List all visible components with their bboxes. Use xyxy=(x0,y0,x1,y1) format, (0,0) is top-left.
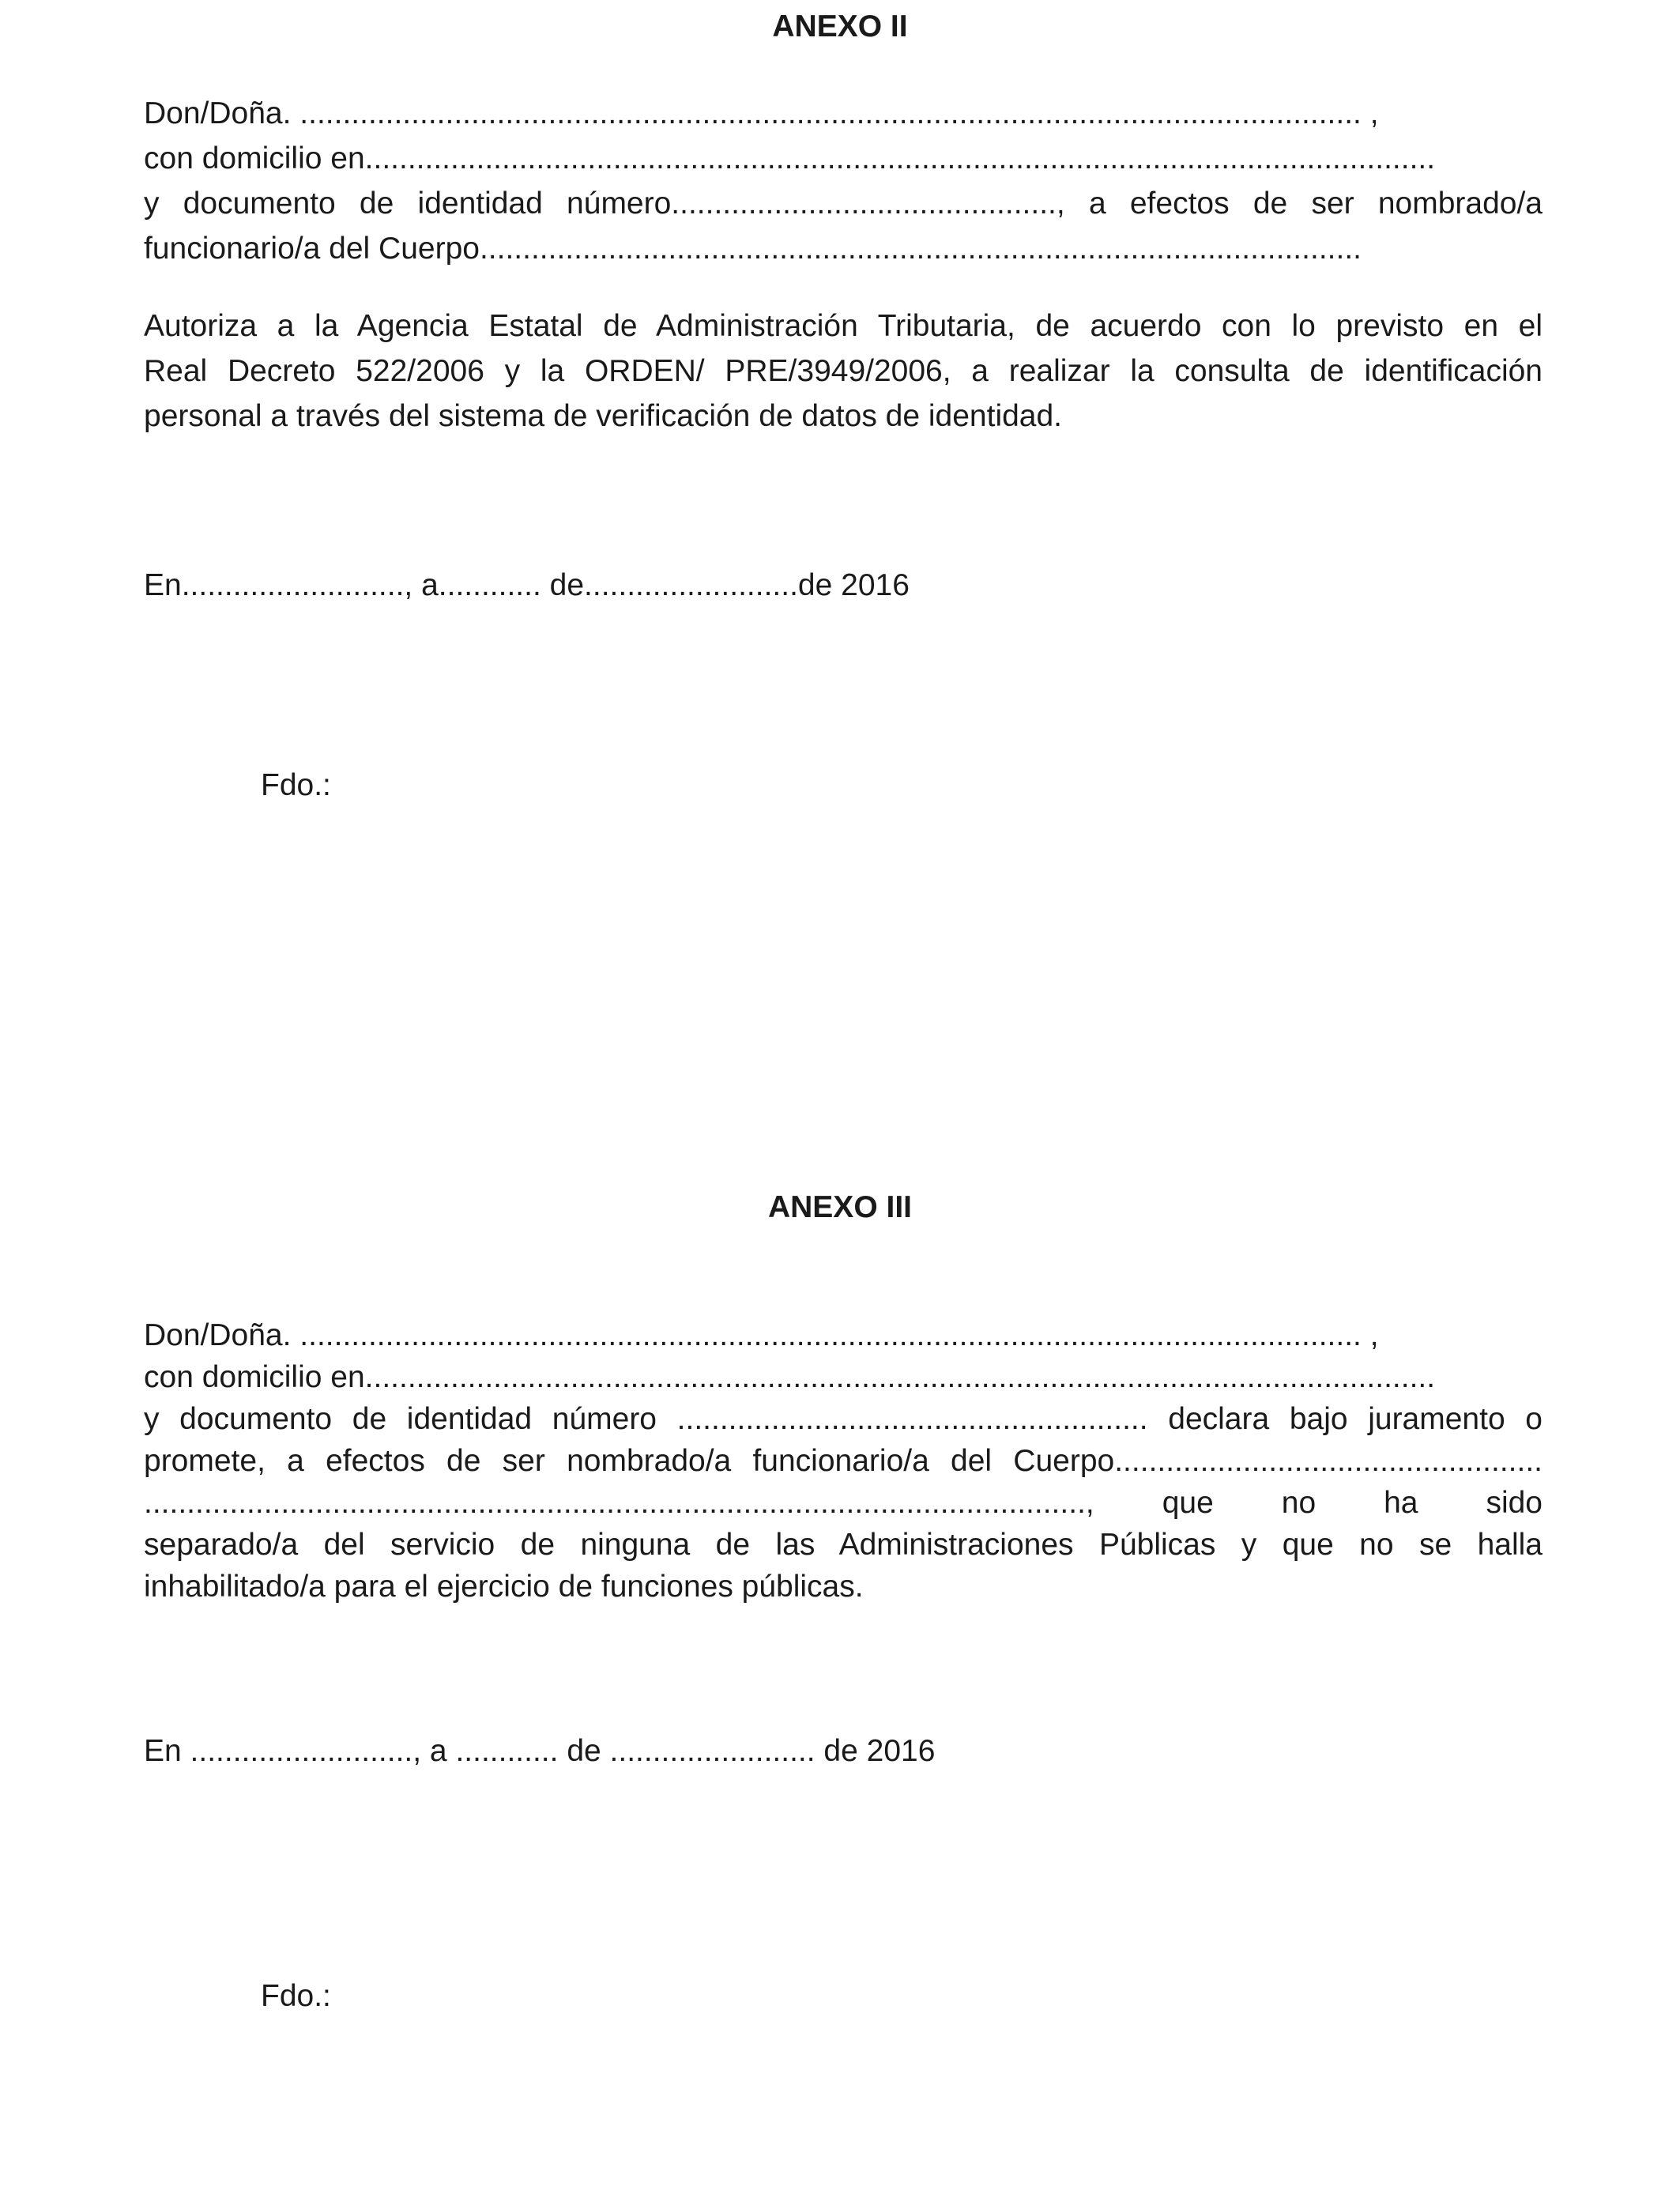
anexo-ii-date-line: En.........................., a............ de.........................de 2016 xyxy=(144,568,910,602)
anexo-ii-signature-label: Fdo.: xyxy=(261,768,331,802)
anexo-ii-address-line: con domicilio en............................................................................................................................. xyxy=(144,141,1436,175)
anexo-iii-continuation-line: .............................................................................................................., que no ha sido xyxy=(144,1486,1543,1520)
anexo-ii-paragraph-line: personal a través del sistema de verificación de datos de identidad. xyxy=(144,399,1063,433)
anexo-ii-cuerpo-line: funcionario/a del Cuerpo....................................................................................................... xyxy=(144,232,1362,266)
anexo-iii-name-line: Don/Doña. ............................................................................................................................ , xyxy=(144,1318,1379,1352)
anexo-iii-declaration-line: inhabilitado/a para el ejercicio de funciones públicas. xyxy=(144,1570,864,1604)
anexo-iii-declaration-line: separado/a del servicio de ninguna de las Administraciones Públicas y que no se halla xyxy=(144,1528,1543,1562)
anexo-ii-paragraph-line: Real Decreto 522/2006 y la ORDEN/ PRE/3949/2006, a realizar la consulta de identificación xyxy=(144,354,1543,388)
anexo-iii-address-line: con domicilio en............................................................................................................................. xyxy=(144,1360,1436,1394)
anexo-iii-title: ANEXO III xyxy=(767,1190,913,1224)
anexo-ii-title: ANEXO II xyxy=(772,9,908,43)
anexo-iii-signature-label: Fdo.: xyxy=(261,1979,331,2013)
anexo-iii-date-line: En .........................., a ............ de ........................ de 2016 xyxy=(144,1734,936,1768)
anexo-iii-id-line: y documento de identidad número ....................................................... declara bajo juramento o xyxy=(144,1402,1543,1436)
anexo-iii-cuerpo-line: promete, a efectos de ser nombrado/a funcionario/a del Cuerpo.................................................. xyxy=(144,1444,1543,1478)
anexo-ii-paragraph-line: Autoriza a la Agencia Estatal de Administración Tributaria, de acuerdo con lo previsto en el xyxy=(144,309,1543,343)
anexo-ii-id-line: y documento de identidad número............................................., a efectos de ser nombrado/a xyxy=(144,187,1543,221)
anexo-ii-name-line: Don/Doña. ............................................................................................................................ , xyxy=(144,96,1379,130)
